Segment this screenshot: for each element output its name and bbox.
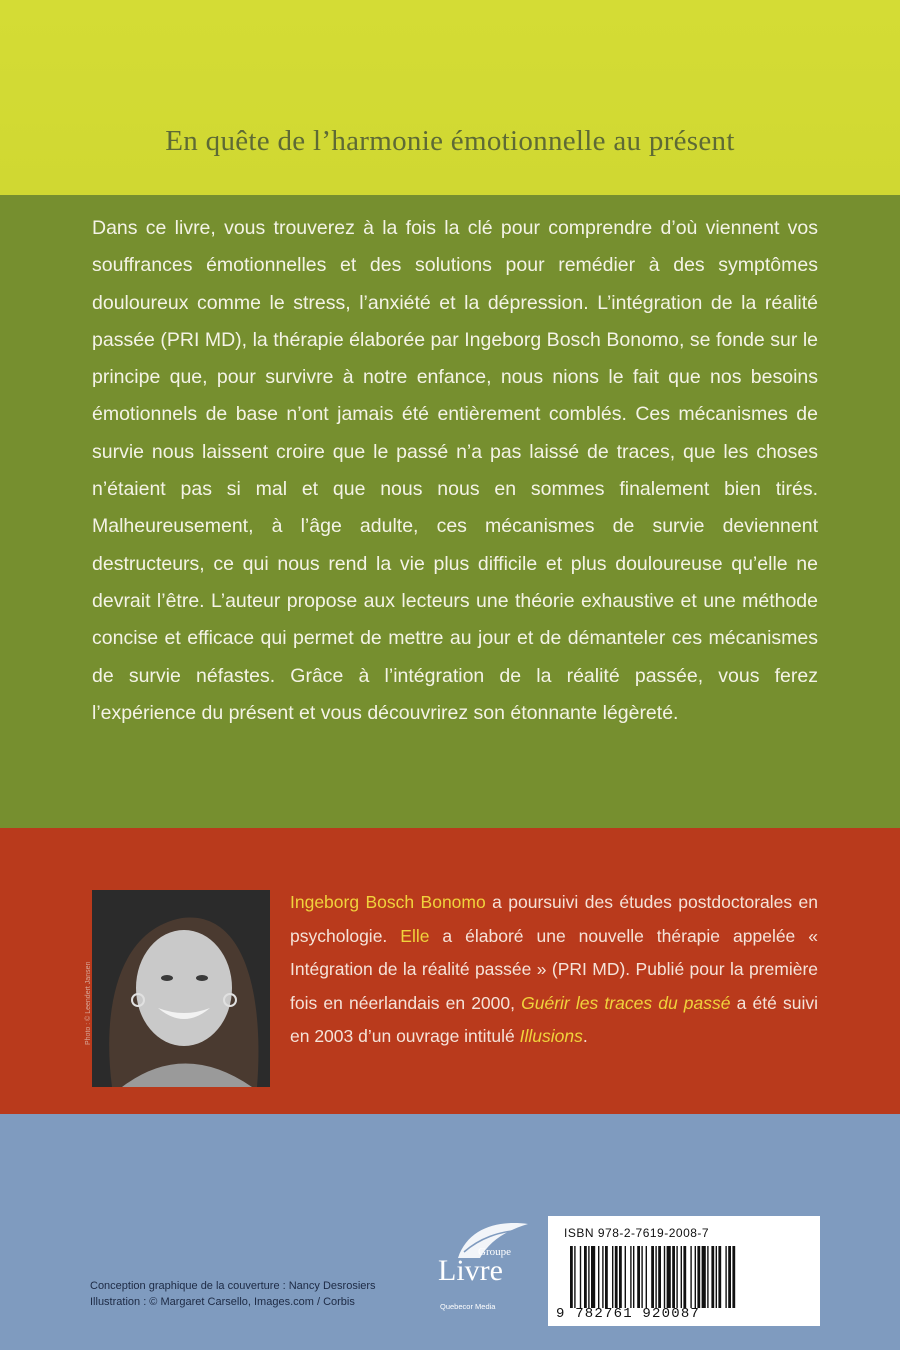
barcode-bar xyxy=(655,1246,656,1308)
credit-design: Conception graphique de la couverture : Nancy Desrosiers xyxy=(90,1280,376,1292)
bio-text-4: . xyxy=(582,1026,588,1046)
publisher-logo xyxy=(428,1218,540,1320)
barcode-bar xyxy=(672,1246,675,1308)
barcode-bar xyxy=(641,1246,642,1308)
barcode-bar xyxy=(615,1246,618,1308)
tagline: En quête de l’harmonie émotionnelle au présent xyxy=(165,125,735,157)
barcode-bar xyxy=(681,1246,682,1308)
barcode-bar xyxy=(612,1246,613,1308)
barcode-bar xyxy=(584,1246,587,1308)
barcode-bar xyxy=(637,1246,640,1308)
design-credits xyxy=(90,1278,376,1310)
barcode-digits: 9 782761 920087 xyxy=(556,1306,701,1322)
credit-illustration: Illustration : © Margaret Carsello, Images.com / Corbis xyxy=(90,1296,355,1308)
book-title-1: Guérir les traces du passé xyxy=(521,992,731,1013)
barcode-bar xyxy=(711,1246,714,1308)
barcode-bar xyxy=(625,1246,626,1308)
barcode-bar xyxy=(633,1246,634,1308)
logo-livre: Livre xyxy=(438,1254,503,1287)
barcode-bar xyxy=(702,1246,706,1308)
barcode-bar xyxy=(725,1246,726,1308)
barcode-bar xyxy=(667,1246,671,1308)
barcode-bar xyxy=(690,1246,691,1308)
barcode-bar xyxy=(716,1246,717,1308)
barcode-bar xyxy=(570,1246,573,1308)
barcode-bar xyxy=(574,1246,575,1308)
bio-text-1: a poursuivi des études postdoctorales en psychologie. xyxy=(290,892,818,946)
barcode-bar xyxy=(591,1246,595,1308)
bio-text-2: a élaboré une nouvelle thérapie appelée « Intégration de la réalité passée » (PRI MD). Publié pour la première fois en néerlandais en 2000, xyxy=(290,925,818,1013)
barcode-bar xyxy=(588,1246,589,1308)
barcode-box xyxy=(548,1216,820,1326)
barcode-bar xyxy=(718,1246,721,1308)
barcode-bar xyxy=(630,1246,631,1308)
top-band xyxy=(0,0,900,195)
isbn-label: ISBN 978-2-7619-2008-7 xyxy=(564,1226,710,1240)
barcode-bar xyxy=(602,1246,603,1308)
barcode-bar xyxy=(605,1246,608,1308)
barcode-bar xyxy=(697,1246,700,1308)
barcode-bar xyxy=(683,1246,686,1308)
barcode-bar xyxy=(658,1246,661,1308)
book-title-2: Illusions xyxy=(519,1026,583,1046)
author-bio xyxy=(290,886,818,1054)
logo-subtitle: Quebecor Media xyxy=(440,1302,496,1311)
photo-credit: Photo : © Leendert Jansen xyxy=(85,961,92,1045)
barcode-bar xyxy=(707,1246,708,1308)
author-photo xyxy=(92,890,270,1087)
barcode-bar xyxy=(598,1246,599,1308)
barcode-bar xyxy=(646,1246,647,1308)
barcode-bar xyxy=(695,1246,696,1308)
barcode-bar xyxy=(728,1246,731,1308)
barcode-bar xyxy=(580,1246,581,1308)
barcode-bar xyxy=(651,1246,654,1308)
barcode-bar xyxy=(619,1246,622,1308)
author-name: Ingeborg Bosch Bonomo xyxy=(290,892,486,912)
description-text: Dans ce livre, vous trouverez à la fois la clé pour comprendre d’où viennent vos souffrances émotionnelles et des solutions pour remédier à des symptômes douloureux comme le stress, l’anxiété et la dépression. L’intégration de la réalité passée (PRI MD), la thérapie élaborée par Ingeborg Bosch Bonomo, se fonde sur le principe que, pour survivre à notre enfance, nous nions le fait que nos besoins émotionnels de base n’ont jamais été entièrement comblés. Ces mécanismes de survie nous laissent croire que le passé n’a pas laissé de traces, que les choses n’étaient pas si mal et que nous nous en sommes finalement bien tirés. Malheureusement, à l’âge adulte, ces mécanismes de survie deviennent destructeurs, ce qui nous rend la vie plus difficile et plus douloureuse qu’elle ne devrait l’être. L’auteur propose aux lecteurs une théorie exhaustive et une méthode concise et efficace qui permet de mettre au jour et de démanteler ces mécanismes de survie néfastes. Grâce à l’intégration de la réalité passée, vous ferez l’expérience du présent et vous découvrirez son étonnante légèreté. xyxy=(92,217,818,724)
barcode-bar xyxy=(664,1246,665,1308)
barcode-bar xyxy=(732,1246,735,1308)
barcode-icon xyxy=(570,1246,802,1308)
barcode-bar xyxy=(676,1246,677,1308)
bio-text-3: a été suivi en 2003 d’un ouvrage intitulé xyxy=(290,992,819,1046)
logo-groupe: Groupe xyxy=(478,1246,511,1258)
bio-elle: Elle xyxy=(400,925,430,946)
